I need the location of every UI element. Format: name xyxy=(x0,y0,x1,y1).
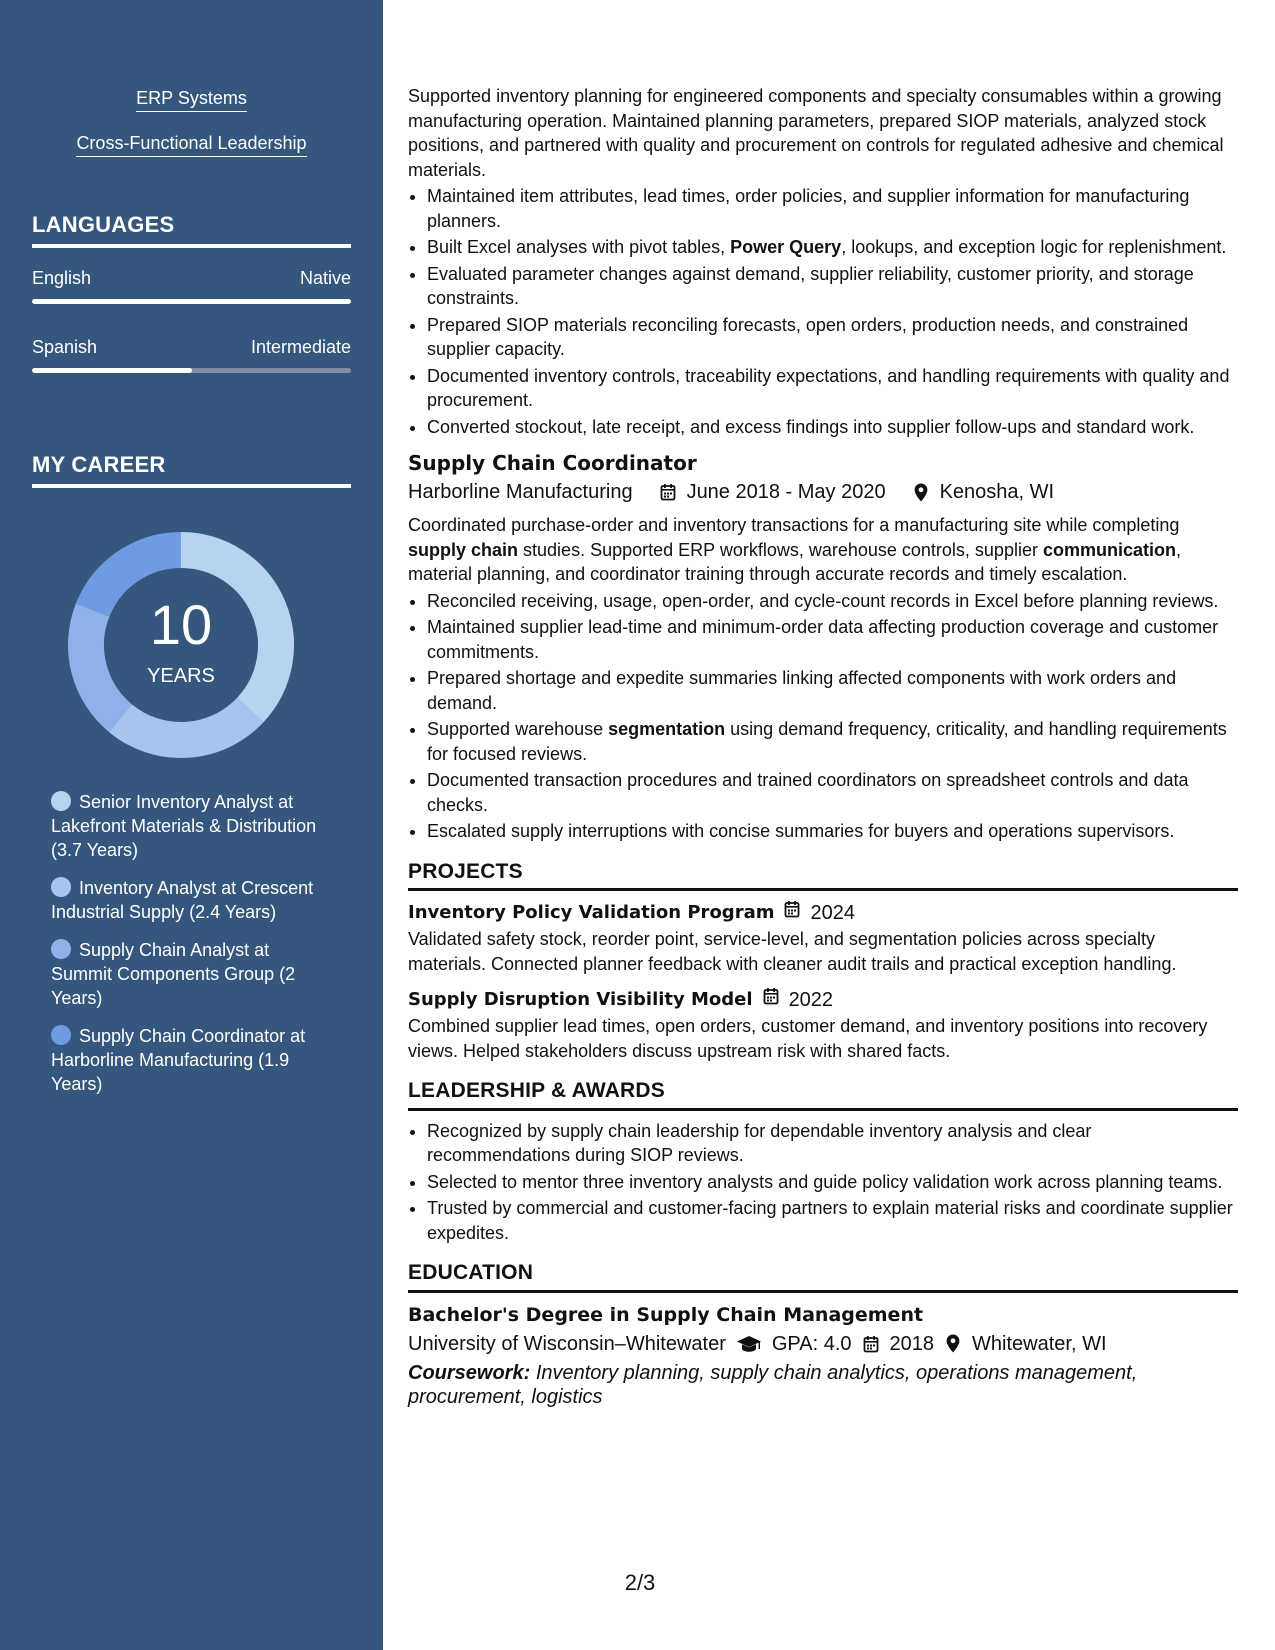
leadership-bullet: • Trusted by commercial and customer-facing partners to explain material risks and coordinate supplier expedites. xyxy=(427,1196,1238,1245)
coursework-label: Coursework: xyxy=(408,1361,531,1384)
language-name: English xyxy=(32,268,92,288)
map-pin-icon xyxy=(912,482,930,502)
project-year: 2022 xyxy=(788,989,834,1011)
education-location: Whitewater, WI xyxy=(972,1332,1107,1355)
job-bullet: • Prepared SIOP materials reconciling forecasts, open orders, production needs, and constrained supplier capacity. xyxy=(427,313,1238,362)
language-row xyxy=(32,268,351,289)
job-bullet: • Reconciled receiving, usage, open-order, and cycle-count records in Excel before planning reviews. xyxy=(427,589,1238,614)
career-total-number: 10 xyxy=(149,593,213,656)
job-bullet: • Built Excel analyses with pivot tables, Power Query, lookups, and exception logic for replenishment. xyxy=(427,235,1238,260)
leadership-bullets xyxy=(408,1119,1238,1246)
languages-heading: LANGUAGES xyxy=(32,212,351,248)
calendar-icon xyxy=(862,1334,880,1354)
career-total-unit: YEARS xyxy=(147,665,215,687)
job-bullet: • Maintained item attributes, lead times, order policies, and supplier information for manufacturing planners. xyxy=(427,184,1238,233)
job-bullets xyxy=(408,184,1238,439)
language-level: Native xyxy=(299,268,351,288)
project-title: Supply Disruption Visibility Model xyxy=(408,989,753,1010)
education-year: 2018 xyxy=(889,1332,935,1355)
job-bullet: • Documented transaction procedures and trained coordinators on spreadsheet controls and data checks. xyxy=(427,768,1238,817)
job-bullet: • Escalated supply interruptions with concise summaries for buyers and operations supervisors. xyxy=(427,819,1238,844)
project-title-row xyxy=(408,899,1238,927)
job-summary: Supported inventory planning for engineered components and specialty consumables within a growing manufacturing operation. Maintained planning parameters, prepared SIOP materials, analyzed stock positions, and partnered with quality and procurement on controls for regulated adhesive and chemical materials. xyxy=(408,86,1224,180)
career-heading: MY CAREER xyxy=(32,452,351,488)
language-proficiency-fill xyxy=(32,368,192,373)
graduation-cap-icon xyxy=(736,1334,762,1354)
language-level: Intermediate xyxy=(250,337,351,357)
job-bullet: • Converted stockout, late receipt, and excess findings into supplier follow-ups and standard work. xyxy=(427,415,1238,440)
education-coursework xyxy=(408,1361,1238,1409)
calendar-icon xyxy=(763,986,779,1014)
career-donut-chart xyxy=(61,525,301,765)
job-company: Harborline Manufacturing xyxy=(408,481,633,503)
job-summary: Coordinated purchase-order and inventory transactions for a manufacturing site while completing supply chain studies. Supported ERP workflows, warehouse controls, supplier communication, material planning, and coordinator training through accurate records and timely escalation. xyxy=(408,515,1181,584)
language-proficiency-bar xyxy=(32,299,351,304)
language-proficiency-fill xyxy=(32,299,351,304)
education-degree: Bachelor's Degree in Supply Chain Management xyxy=(408,1303,924,1326)
project-item xyxy=(408,986,1238,1063)
education-gpa: GPA: 4.0 xyxy=(771,1332,852,1355)
career-item xyxy=(51,790,321,862)
career-item xyxy=(51,1024,321,1096)
project-title-row xyxy=(408,986,1238,1014)
calendar-icon xyxy=(659,482,677,502)
job-bullet: • Evaluated parameter changes against demand, supplier reliability, customer priority, and storage constraints. xyxy=(427,262,1238,311)
skill-item xyxy=(0,88,383,109)
skill-label: ERP Systems xyxy=(136,88,247,112)
calendar-icon xyxy=(784,899,800,927)
career-dot-icon xyxy=(51,877,71,897)
leadership-bullet: • Recognized by supply chain leadership for dependable inventory analysis and clear recommendations during SIOP reviews. xyxy=(427,1119,1238,1168)
coursework-text: Inventory planning, supply chain analytics, operations management, procurement, logistics xyxy=(408,1361,1138,1408)
job-bullet: • Supported warehouse segmentation using demand frequency, criticality, and handling requirements for focused reviews. xyxy=(427,717,1238,766)
map-pin-icon xyxy=(944,1334,962,1354)
career-item-label: Inventory Analyst at Crescent Industrial Supply (2.4 Years) xyxy=(51,878,314,922)
sidebar xyxy=(0,0,383,1650)
job-bullet: • Documented inventory controls, traceability expectations, and handling requirements with quality and procurement. xyxy=(427,364,1238,413)
language-name: Spanish xyxy=(32,337,98,357)
career-item xyxy=(51,876,321,924)
project-year: 2024 xyxy=(810,902,855,924)
career-item-label: Senior Inventory Analyst at Lakefront Materials & Distribution (3.7 Years) xyxy=(51,792,317,860)
career-donut-segment xyxy=(120,710,250,740)
leadership-bullet: • Selected to mentor three inventory analysts and guide policy validation work across planning teams. xyxy=(427,1170,1238,1195)
job-meta xyxy=(408,477,1238,507)
career-item-label: Supply Chain Coordinator at Harborline Manufacturing (1.9 Years) xyxy=(51,1026,306,1094)
skill-item xyxy=(0,133,383,154)
career-item xyxy=(51,938,321,1010)
career-dot-icon xyxy=(51,939,71,959)
main-content xyxy=(408,84,1238,1409)
job-bullet: • Maintained supplier lead-time and minimum-order data affecting production coverage and customer commitments. xyxy=(427,615,1238,664)
project-description: Combined supplier lead times, open orders, customer demand, and inventory positions into recovery views. Helped stakeholders discuss upstream risk with shared facts. xyxy=(408,1016,1208,1061)
job-bullets xyxy=(408,589,1238,844)
projects-heading: PROJECTS xyxy=(408,860,1238,892)
skill-label: Cross-Functional Leadership xyxy=(76,133,306,157)
job-title: Supply Chain Coordinator xyxy=(408,451,697,475)
project-description: Validated safety stock, reorder point, service-level, and segmentation policies across specialty materials. Connected planner feedback with cleaner audit trails and practical exception handling. xyxy=(408,929,1177,974)
language-row xyxy=(32,337,351,358)
project-title: Inventory Policy Validation Program xyxy=(408,902,775,923)
education-meta xyxy=(408,1329,1238,1359)
career-list xyxy=(51,790,321,1110)
job-dates: June 2018 - May 2020 xyxy=(686,481,886,503)
job-location: Kenosha, WI xyxy=(939,481,1055,503)
project-item xyxy=(408,899,1238,976)
education-school: University of Wisconsin–Whitewater xyxy=(408,1332,726,1355)
career-item-label: Supply Chain Analyst at Summit Components Group (2 Years) xyxy=(51,940,296,1008)
page-number: 2/3 xyxy=(624,1570,656,1595)
career-dot-icon xyxy=(51,1025,71,1045)
job-bullet: • Prepared shortage and expedite summaries linking affected components with work orders and demand. xyxy=(427,666,1238,715)
career-dot-icon xyxy=(51,791,71,811)
education-heading: EDUCATION xyxy=(408,1261,1238,1293)
leadership-heading: LEADERSHIP & AWARDS xyxy=(408,1079,1238,1111)
language-proficiency-bar xyxy=(32,368,351,373)
